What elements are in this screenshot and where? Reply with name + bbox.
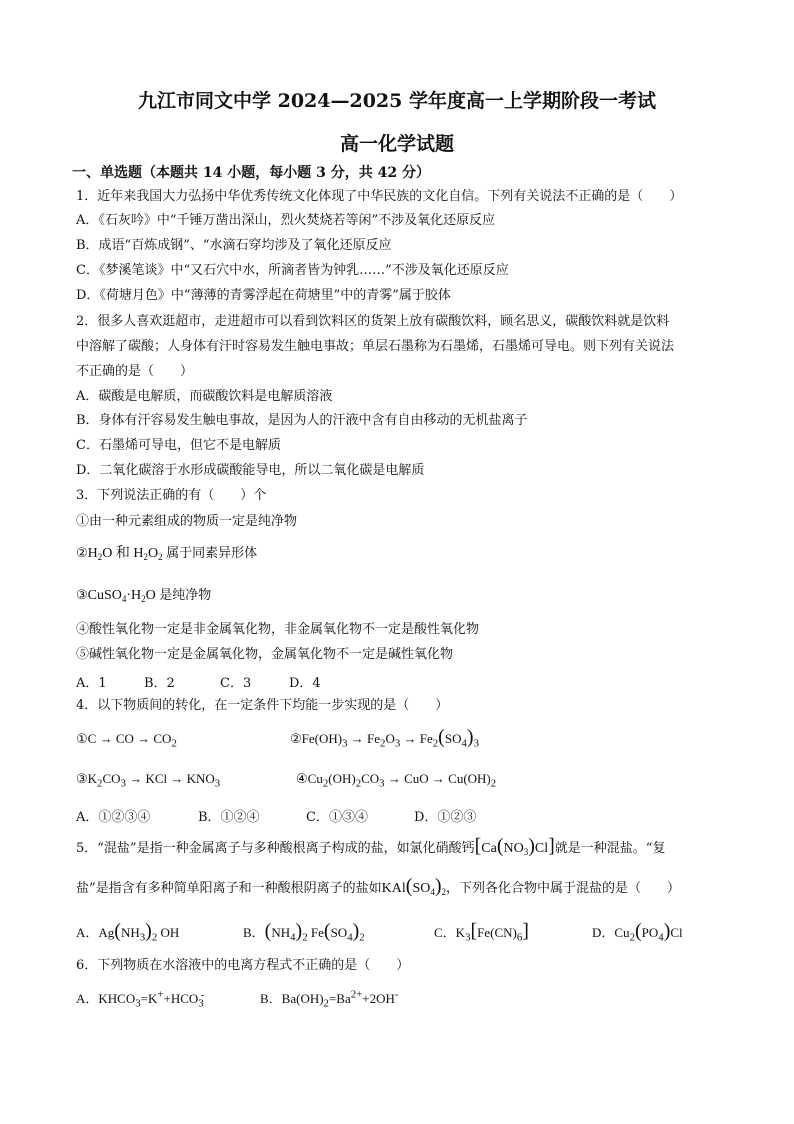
q4-option-a: A．①②③④ [76, 810, 151, 825]
q6-option-a: A．$KHCO_3=K^++HCO_3^-$ [76, 988, 205, 1010]
q6-stem: 6．下列物质在水溶液中的电离方程式不正确的是（ ） [76, 958, 410, 973]
q3-statement-2: $②H_2O$ 和 $H_2O_2$ 属于同素异形体 [76, 546, 258, 562]
formula-double-salt-example: $KAl(SO_4)_2$ [381, 875, 447, 897]
q3-options [76, 672, 476, 692]
q3-stem: 3．下列说法正确的有（ ）个 [76, 488, 267, 503]
q3-statement-1: ①由一种元素组成的物质一定是纯净物 [76, 514, 298, 529]
q3-option-b: B．2 [144, 676, 175, 691]
q2-stem-line3: 不正确的是（ ） [76, 364, 194, 379]
q5-stem-line1: 5．“混盐”是指一种金属离子与多种酸根离子构成的盐，如氯化硝酸钙$[Ca(NO_3)Cl]$就是一种混盐。“复 [76, 835, 666, 857]
q2-option-a: A．碳酸是电解质，而碳酸饮料是电解质溶液 [76, 389, 333, 404]
q4-conversion-2: $②Fe(OH)_3 \to Fe_2O_3 \to Fe_2(SO_4)_3$ [290, 726, 479, 750]
q4-conversions-row2 [76, 771, 676, 791]
q1-option-b: B．成语“百炼成钢”、“水滴石穿均涉及了氧化还原反应 [76, 238, 392, 253]
q2-option-c: C．石墨烯可导电，但它不是电解质 [76, 438, 281, 453]
q3-statement-4: ④酸性氧化物一定是非金属氧化物，非金属氧化物不一定是酸性氧化物 [76, 622, 480, 637]
q5-option-c: C．$K_3[Fe(CN)_6]$ [434, 920, 529, 944]
q4-options [76, 806, 576, 826]
q4-conversion-1: ①C → CO → $CO_2$ [76, 731, 177, 750]
q4-conversion-4: $④Cu_2(OH)_2CO_3$ → CuO → $Cu(OH)_2$ [296, 771, 497, 790]
q2-option-d: D．二氧化碳溶于水形成碳酸能导电，所以二氧化碳是电解质 [76, 463, 425, 478]
q6-options [76, 988, 576, 1008]
q6-option-b: B．$Ba(OH)_2=Ba^{2+}+2OH^-$ [260, 988, 399, 1010]
q4-conversions-row1 [76, 726, 676, 751]
q1-stem: 1．近年来我国大力弘扬中华优秀传统文化体现了中华民族的文化自信。下列有关说法不正确的是（ ） [76, 189, 683, 204]
q2-stem-line1: 2．很多人喜欢逛超市，走进超市可以看到饮料区的货架上放有碳酸饮料，顾名思义，碳酸饮料就是饮料 [76, 314, 670, 329]
q3-option-a: A．1 [76, 676, 107, 691]
formula-mixed-salt-example: $[Ca(NO_3)Cl]$ [474, 835, 555, 857]
q1-option-d: D．《荷塘月色》中“薄薄的青雾浮起在荷塘里”中的青雾”属于胶体 [76, 288, 451, 303]
q4-option-d: D．①②③ [414, 810, 477, 825]
q5-option-d: D．$Cu_2(PO_4)Cl$ [592, 920, 683, 944]
q1-option-a: A．《石灰吟》中“千锤万凿出深山，烈火焚烧若等闲”不涉及氧化还原反应 [76, 213, 496, 228]
q2-option-b: B．身体有汗容易发生触电事故，是因为人的汗液中含有自由移动的无机盐离子 [76, 413, 528, 428]
exam-title: 九江市同文中学 2024—2025 学年度高一上学期阶段一考试 [138, 90, 656, 112]
q3-option-c: C．3 [220, 676, 252, 691]
q2-stem-line2: 中溶解了碳酸；人身体有汗时容易发生触电事故；单层石墨称为石墨烯，石墨烯可导电。则下列有关说法 [76, 339, 675, 354]
q4-option-b: B．①②④ [198, 810, 260, 825]
q3-statement-3: $③CuSO_4\cdot H_2O$ 是纯净物 [76, 588, 212, 604]
q3-option-d: D．4 [289, 676, 321, 691]
q5-option-a: A．$Ag(NH_3)_2$ OH [76, 920, 180, 944]
q4-conversion-3: $③K_2CO_3$ → KCl → $KNO_3$ [76, 771, 221, 790]
q5-option-b: B．$(NH_4)_2$ $Fe(SO_4)_2$ [243, 920, 365, 944]
exam-subtitle: 高一化学试题 [339, 133, 454, 155]
q5-options [76, 922, 736, 942]
q1-option-c: C．《梦溪笔谈》中“又石穴中水，所滴者皆为钟乳……”不涉及氧化还原反应 [76, 263, 509, 278]
q4-stem: 4．以下物质间的转化，在一定条件下均能一步实现的是（ ） [76, 698, 449, 713]
formula-cuso4-h2o: $CuSO_4\cdot H_2O$ [87, 588, 160, 604]
section-heading: 一、单选题（本题共 14 小题，每小题 3 分，共 42 分） [72, 165, 430, 181]
q5-stem-line2: 盐”是指含有多种简单阳离子和一种酸根阴离子的盐如$KAl(SO_4)_2$，下列各化合物中属于混盐的是（ ） [76, 875, 681, 897]
q3-statement-5: ⑤碱性氧化物一定是金属氧化物，金属氧化物不一定是碱性氧化物 [76, 647, 454, 662]
q4-option-c: C．①③④ [306, 810, 368, 825]
formula-h2o-h2o2: $H_2O$ 和 $H_2O_2$ [87, 546, 163, 562]
